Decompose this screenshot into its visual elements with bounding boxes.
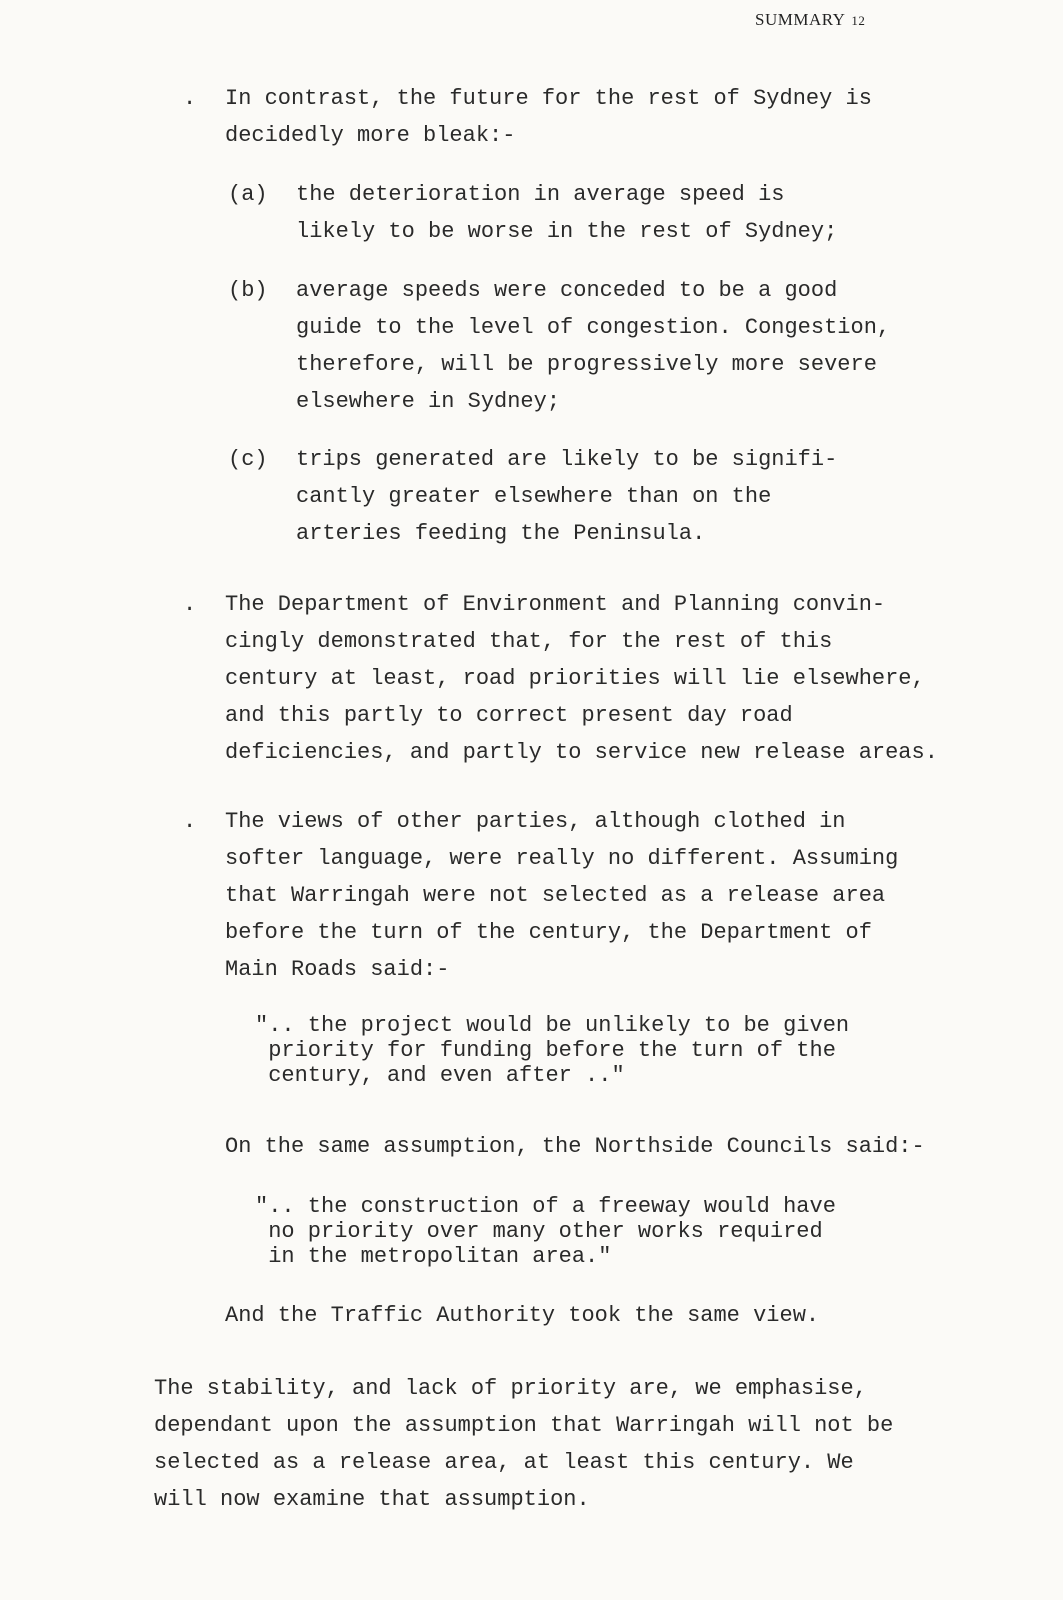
text-line: century at least, road priorities will lie elsewhere, <box>225 666 925 691</box>
text-line: cingly demonstrated that, for the rest of this <box>225 629 833 654</box>
text-line: therefore, will be progressively more severe <box>296 352 877 377</box>
quote-dmr <box>255 1013 849 1088</box>
text-line: trips generated are likely to be signifi- <box>296 447 838 472</box>
text-line: guide to the level of congestion. Congestion, <box>296 315 891 340</box>
item-b-text <box>296 272 890 420</box>
text-line: The Department of Environment and Planning convin- <box>225 592 886 617</box>
quote-line: ".. the project would be unlikely to be given <box>255 1013 850 1038</box>
quote-northside <box>255 1194 836 1269</box>
item-label-c: (c) <box>228 447 268 472</box>
page-number: 12 <box>851 13 866 28</box>
text-line: cantly greater elsewhere than on the <box>296 484 772 509</box>
text-line: elsewhere in Sydney; <box>296 389 561 414</box>
closing-paragraph <box>154 1370 893 1518</box>
bullet-marker: . <box>183 592 197 617</box>
page-header <box>755 10 865 30</box>
header-title: SUMMARY <box>755 10 846 29</box>
quote-line: priority for funding before the turn of the <box>255 1038 836 1063</box>
bullet-marker: . <box>183 809 197 834</box>
text-line: decidedly more bleak:- <box>225 123 516 148</box>
bullet-2-text <box>225 586 938 771</box>
bullet-marker: . <box>183 86 197 111</box>
text-line: before the turn of the century, the Department of <box>225 920 872 945</box>
quote-line: in the metropolitan area." <box>255 1244 612 1269</box>
text-line: dependant upon the assumption that Warringah will not be <box>154 1413 894 1438</box>
text-line: arteries feeding the Peninsula. <box>296 521 706 546</box>
text-line: And the Traffic Authority took the same view. <box>225 1303 820 1328</box>
text-line: On the same assumption, the Northside Councils said:- <box>225 1134 925 1159</box>
text-line: average speeds were conceded to be a good <box>296 278 838 303</box>
item-a-text <box>296 176 837 250</box>
text-line: The views of other parties, although clothed in <box>225 809 846 834</box>
bullet-3-text <box>225 803 898 988</box>
text-line: the deterioration in average speed is <box>296 182 785 207</box>
text-line: and this partly to correct present day road <box>225 703 793 728</box>
item-label-a: (a) <box>228 182 268 207</box>
quote-line: no priority over many other works required <box>255 1219 823 1244</box>
text-line: Main Roads said:- <box>225 957 450 982</box>
northside-intro <box>225 1128 925 1165</box>
text-line: selected as a release area, at least this century. We <box>154 1450 854 1475</box>
quote-line: ".. the construction of a freeway would have <box>255 1194 836 1219</box>
text-line: will now examine that assumption. <box>154 1487 590 1512</box>
item-c-text <box>296 441 837 552</box>
text-line: that Warringah were not selected as a release area <box>225 883 886 908</box>
text-line: In contrast, the future for the rest of Sydney is <box>225 86 872 111</box>
text-line: The stability, and lack of priority are, we emphasise, <box>154 1376 867 1401</box>
text-line: deficiencies, and partly to service new release areas. <box>225 740 938 765</box>
traffic-authority-line <box>225 1297 819 1334</box>
bullet-1-text <box>225 80 872 154</box>
quote-line: century, and even after .." <box>255 1063 625 1088</box>
text-line: softer language, were really no different. Assuming <box>225 846 899 871</box>
text-line: likely to be worse in the rest of Sydney; <box>296 219 838 244</box>
item-label-b: (b) <box>228 278 268 303</box>
